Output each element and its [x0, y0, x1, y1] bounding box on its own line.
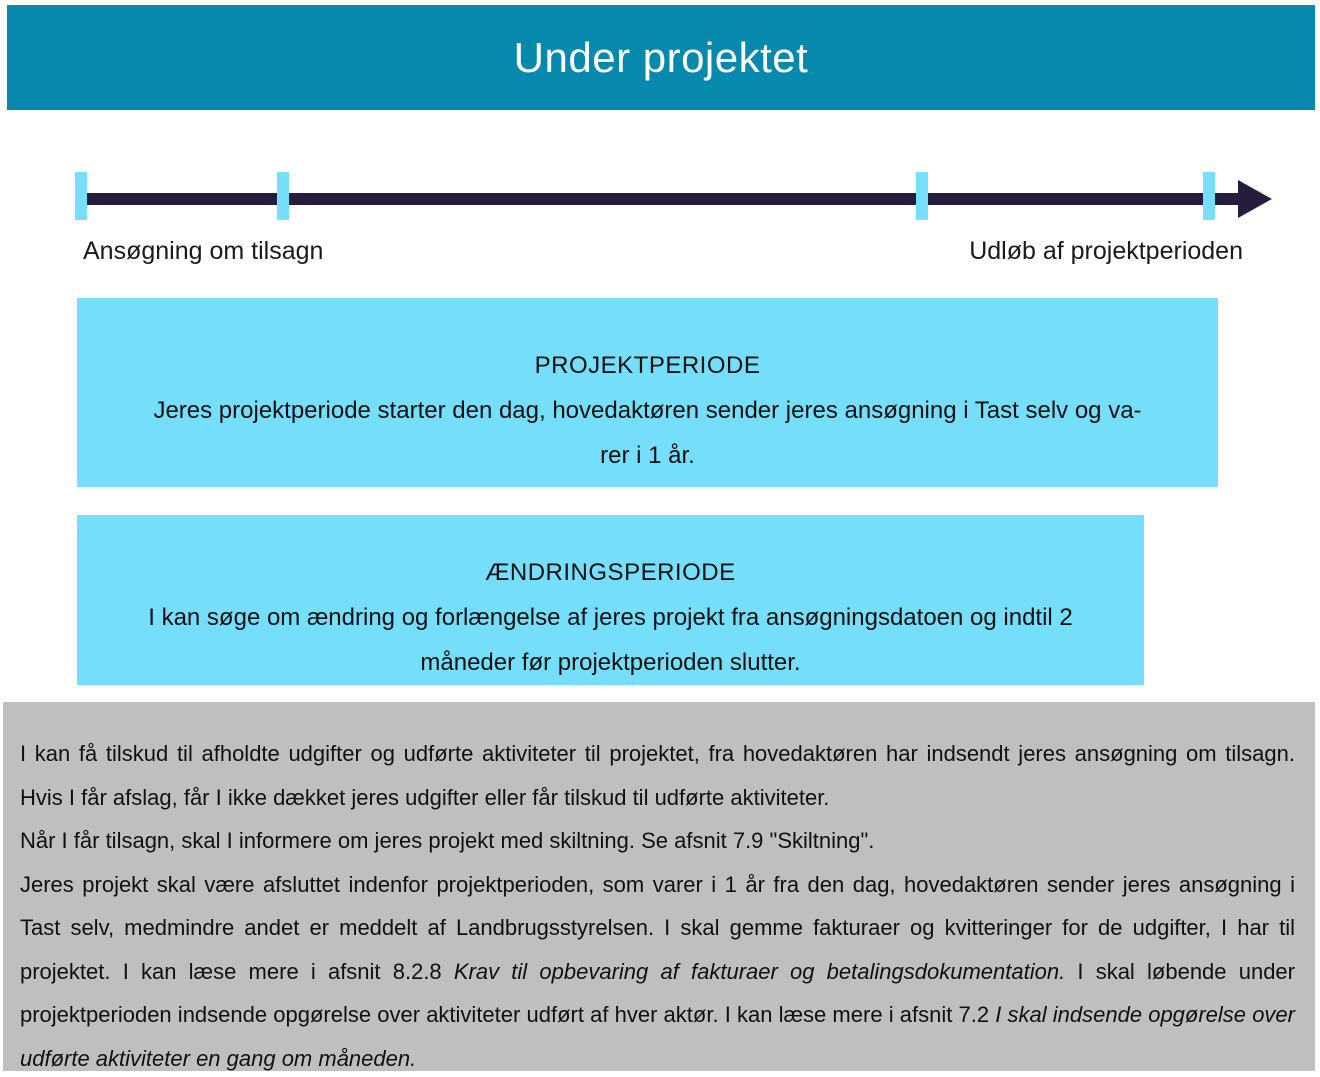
- projektperiode-title: PROJEKTPERIODE: [534, 352, 761, 379]
- notes-text: I skal løbende under projektperioden indsende opgørelse over aktiviteter udført af hver aktør. I kan læse mere i afsnit 7.2: [20, 958, 1295, 1027]
- notes-text: Når I får tilsagn, skal I informere om jeres projekt med skiltning. Se afsnit 7.9 "Skiltning".: [20, 828, 875, 853]
- notes-paragraph: [20, 863, 1295, 1077]
- timeline-label-start: Ansøgning om tilsagn: [83, 237, 324, 265]
- timeline-tick-2: [277, 172, 289, 220]
- notes-paragraph: [20, 819, 1295, 863]
- aendringsperiode-box: [77, 515, 1144, 685]
- notes-text: Jeres projekt skal være afsluttet indenfor projektperioden, som varer i 1 år fra den dag, hovedaktøren sender jeres ansøgning i Tast selv, medmindre andet er meddelt af Landbrugsstyrelsen. I skal gemme fakturaer og kvitteringer for de udgifter, I har til projektet. I kan læse mere i afsnit 8.2.8: [20, 871, 1295, 984]
- aendringsperiode-title: ÆNDRINGSPERIODE: [485, 559, 736, 586]
- arrow-right-icon: [1238, 180, 1272, 218]
- projektperiode-body-line: Jeres projektperiode starter den dag, hovedaktøren sender jeres ansøgning i Tast selv og va-: [153, 397, 1142, 424]
- notes-text-italic: I skal indsende opgørelse over udførte aktiviteter en gang om måneden.: [20, 1002, 1295, 1071]
- notes-box: [3, 702, 1315, 1071]
- aendringsperiode-body-line: I kan søge om ændring og forlængelse af jeres projekt fra ansøgningsdatoen og indtil 2: [148, 604, 1073, 631]
- timeline-tick-end: [1203, 172, 1215, 220]
- notes-text-italic: Krav til opbevaring af fakturaer og betalingsdokumentation.: [453, 958, 1066, 984]
- projektperiode-box: [77, 298, 1218, 487]
- aendringsperiode-body-line: måneder før projektperioden slutter.: [420, 649, 801, 676]
- timeline-line: [81, 193, 1240, 205]
- notes-paragraph: [20, 732, 1295, 819]
- page-title: Under projektet: [513, 33, 809, 81]
- timeline-tick-start: [75, 172, 87, 220]
- header-bar: [7, 5, 1315, 110]
- notes-text: I kan få tilskud til afholdte udgifter og udførte aktiviteter til projektet, fra hovedaktøren har indsendt jeres ansøgning om tilsagn. Hvis I får afslag, får I ikke dækket jeres udgifter eller får tilskud til udførte aktiviteter.: [20, 741, 1295, 810]
- projektperiode-body-line: rer i 1 år.: [600, 442, 695, 469]
- timeline-tick-3: [916, 172, 928, 220]
- timeline-label-end: Udløb af projektperioden: [969, 237, 1243, 265]
